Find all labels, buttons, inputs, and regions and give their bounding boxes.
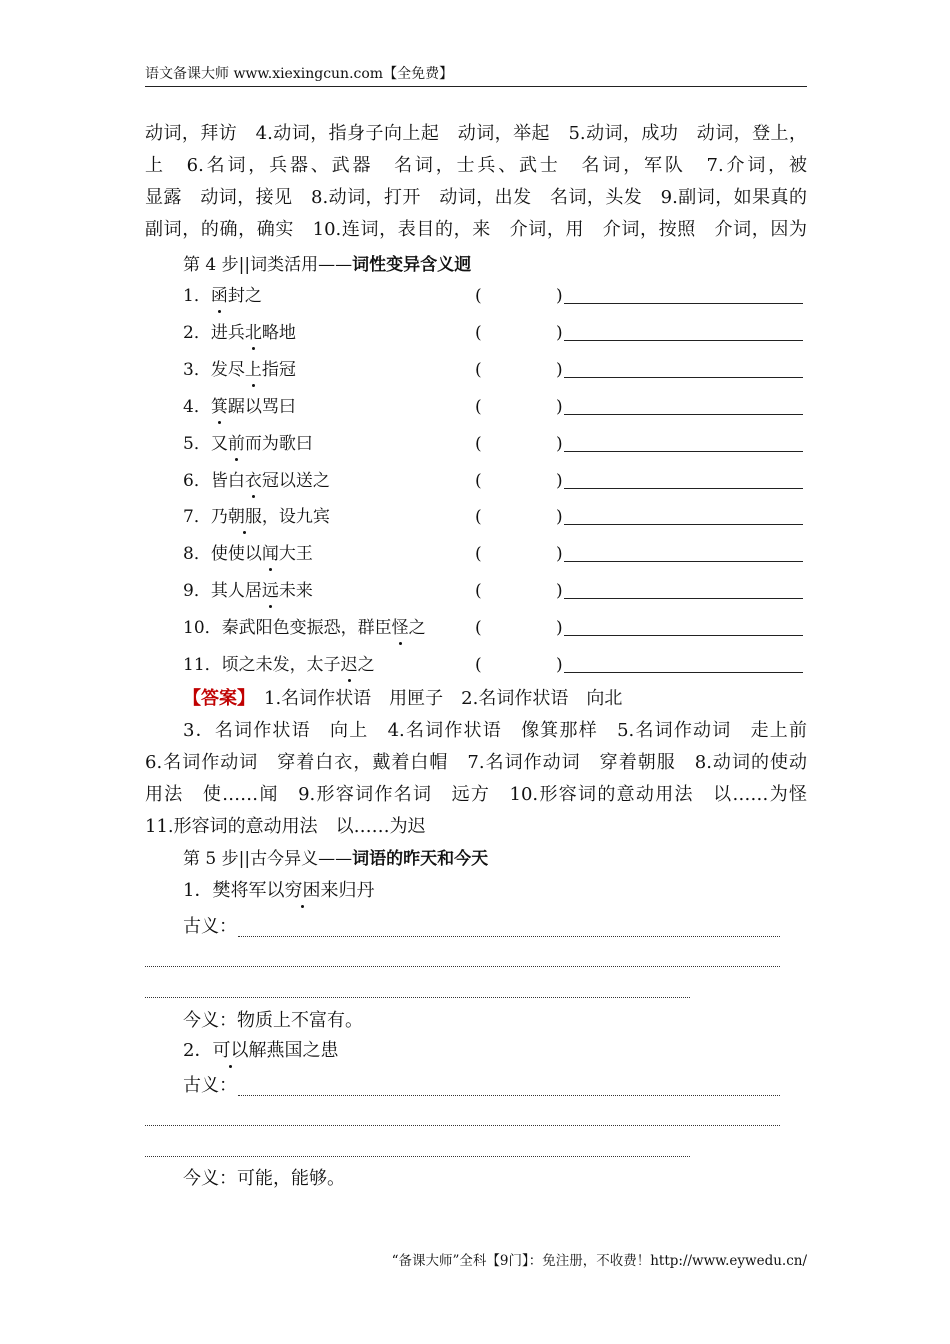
- answer-blank[interactable]: [564, 561, 803, 562]
- exercise-item: [183, 392, 803, 422]
- step5-prefix: 第 5 步||古今异义——: [183, 849, 353, 869]
- exercise-item: [183, 281, 803, 311]
- paren-close: ): [556, 323, 563, 343]
- intro-paragraph: [145, 118, 807, 246]
- item-number: 7．: [183, 507, 211, 527]
- answer-line-dotted[interactable]: [145, 966, 780, 967]
- paren-close: ): [556, 544, 563, 564]
- item-number: 8．: [183, 544, 211, 564]
- paren-close: ): [556, 286, 563, 306]
- answer-line: 11.形容词的意动用法 以……为迟: [145, 816, 426, 837]
- marked-word: 函: [210, 286, 228, 306]
- item-number: 6．: [183, 471, 211, 491]
- marked-word: 可以: [212, 1040, 249, 1061]
- answer-blank[interactable]: [564, 377, 803, 378]
- intro-line: 上 6.名词，兵器、武器 名词，士兵、武士 名词，军队 7.介词，被: [145, 155, 807, 176]
- exercise-item: [183, 539, 803, 569]
- exercise-item: [183, 466, 803, 496]
- item-number: 9．: [183, 581, 211, 601]
- paren-close: ): [556, 471, 563, 491]
- answer-line: 3．名词作状语 向上 4.名词作状语 像箕那样 5.名词作动词 走上前: [183, 720, 807, 741]
- question-2: 2．可以解燕国之患: [183, 1040, 339, 1061]
- page-header: 语文备课大师 www.xiexingcun.com【全免费】: [145, 66, 454, 82]
- exercise-item: [183, 650, 803, 680]
- item-number: 10．: [183, 618, 222, 638]
- answer-blank[interactable]: [564, 414, 803, 415]
- answer-block: [145, 683, 807, 843]
- step4-heading: [183, 254, 471, 276]
- marked-word: 迟: [340, 655, 358, 675]
- answer-label: 【答案】: [183, 688, 246, 709]
- answer-line-dotted[interactable]: [145, 1156, 690, 1157]
- answer-blank[interactable]: [564, 598, 803, 599]
- item-number: 11．: [183, 655, 222, 675]
- item-number: 5．: [183, 434, 211, 454]
- marked-word: 闻: [261, 544, 279, 564]
- paren-open: (: [475, 471, 482, 491]
- paren-close: ): [556, 581, 563, 601]
- item-text: 顷之未发，太子迟之: [221, 655, 375, 675]
- marked-word: 箕: [210, 397, 228, 417]
- answer-line-dotted[interactable]: [145, 997, 690, 998]
- item-text: 又前而为歌曰: [210, 434, 313, 454]
- marked-word: 北: [244, 323, 262, 343]
- answer-blank[interactable]: [564, 488, 803, 489]
- paren-open: (: [475, 581, 482, 601]
- jin-meaning-2: 今义：可能，能够。: [183, 1168, 345, 1189]
- paren-close: ): [556, 360, 563, 380]
- answer-blank[interactable]: [564, 451, 803, 452]
- paren-open: (: [475, 544, 482, 564]
- item-text: 进兵北略地: [210, 323, 296, 343]
- item-number: 4．: [183, 397, 211, 417]
- paren-open: (: [475, 618, 482, 638]
- exercise-item: [183, 576, 803, 606]
- item-text: 乃朝服，设九宾: [210, 507, 330, 527]
- step4-title: 词性变异含义迥: [352, 255, 472, 275]
- marked-word: 远: [261, 581, 279, 601]
- answer-blank[interactable]: [564, 340, 803, 341]
- exercise-item: [183, 613, 803, 643]
- step5-heading: [183, 848, 488, 870]
- paren-close: ): [556, 655, 563, 675]
- answer-text: 1.名词作状语 用匣子 2.名词作状语 向北: [246, 688, 623, 709]
- answer-blank[interactable]: [564, 672, 803, 673]
- step4-prefix: 第 4 步||词类活用——: [183, 255, 353, 275]
- answer-line: 6.名词作动词 穿着白衣，戴着白帽 7.名词作动词 穿着朝服 8.动词的使动: [145, 752, 807, 773]
- marked-word: 朝服: [227, 507, 262, 527]
- gu-label-1: 古义：: [183, 916, 237, 937]
- answer-line: [145, 683, 807, 715]
- gu-label-2: 古义：: [183, 1075, 237, 1096]
- question-1: 1．樊将军以穷困来归丹: [183, 880, 375, 901]
- paren-open: (: [475, 323, 482, 343]
- paren-open: (: [475, 397, 482, 417]
- paren-close: ): [556, 397, 563, 417]
- answer-blank[interactable]: [564, 635, 803, 636]
- item-number: 1．: [183, 286, 211, 306]
- item-text: 秦武阳色变振恐，群臣怪之: [221, 618, 426, 638]
- item-text: 其人居远未来: [210, 581, 313, 601]
- marked-word: 前: [227, 434, 245, 454]
- step5-title: 词语的昨天和今天: [352, 849, 489, 869]
- exercise-item: [183, 355, 803, 385]
- item-number: 3．: [183, 360, 211, 380]
- answer-line-dotted[interactable]: [238, 1095, 780, 1096]
- item-text: 箕踞以骂曰: [210, 397, 296, 417]
- intro-line: 副词，的确，确实 10.连词，表目的，来 介词，用 介词，按照 介词，因为: [145, 219, 807, 240]
- paren-open: (: [475, 360, 482, 380]
- paren-open: (: [475, 286, 482, 306]
- intro-line: 显露 动词，接见 8.动词，打开 动词，出发 名词，头发 9.副词，如果真的: [145, 187, 807, 208]
- page-footer: “备课大师”全科【9门】：免注册，不收费！http://www.eywedu.cn/: [391, 1253, 807, 1269]
- marked-word: 怪: [391, 618, 409, 638]
- answer-line-dotted[interactable]: [238, 936, 780, 937]
- paren-open: (: [475, 507, 482, 527]
- jin-meaning-1: 今义：物质上不富有。: [183, 1010, 363, 1031]
- header-rule: [145, 86, 807, 87]
- item-number: 2．: [183, 323, 211, 343]
- item-text: 函封之: [210, 286, 262, 306]
- exercise-item: [183, 318, 803, 348]
- intro-line: 动词，拜访 4.动词，指身子向上起 动词，举起 5.动词，成功 动词，登上，: [145, 123, 807, 144]
- marked-word: 穷困: [284, 880, 321, 901]
- marked-word: 白衣冠: [227, 471, 279, 491]
- item-text: 发尽上指冠: [210, 360, 296, 380]
- marked-word: 上: [244, 360, 262, 380]
- paren-close: ): [556, 507, 563, 527]
- answer-blank[interactable]: [564, 303, 803, 304]
- exercise-item: [183, 502, 803, 532]
- item-text: 使使以闻大王: [210, 544, 313, 564]
- answer-line: 用法 使……闻 9.形容词作名词 远方 10.形容词的意动用法 以……为怪: [145, 784, 807, 805]
- paren-open: (: [475, 655, 482, 675]
- paren-close: ): [556, 434, 563, 454]
- paren-open: (: [475, 434, 482, 454]
- answer-line-dotted[interactable]: [145, 1125, 780, 1126]
- answer-blank[interactable]: [564, 524, 803, 525]
- exercise-item: [183, 429, 803, 459]
- item-text: 皆白衣冠以送之: [210, 471, 330, 491]
- paren-close: ): [556, 618, 563, 638]
